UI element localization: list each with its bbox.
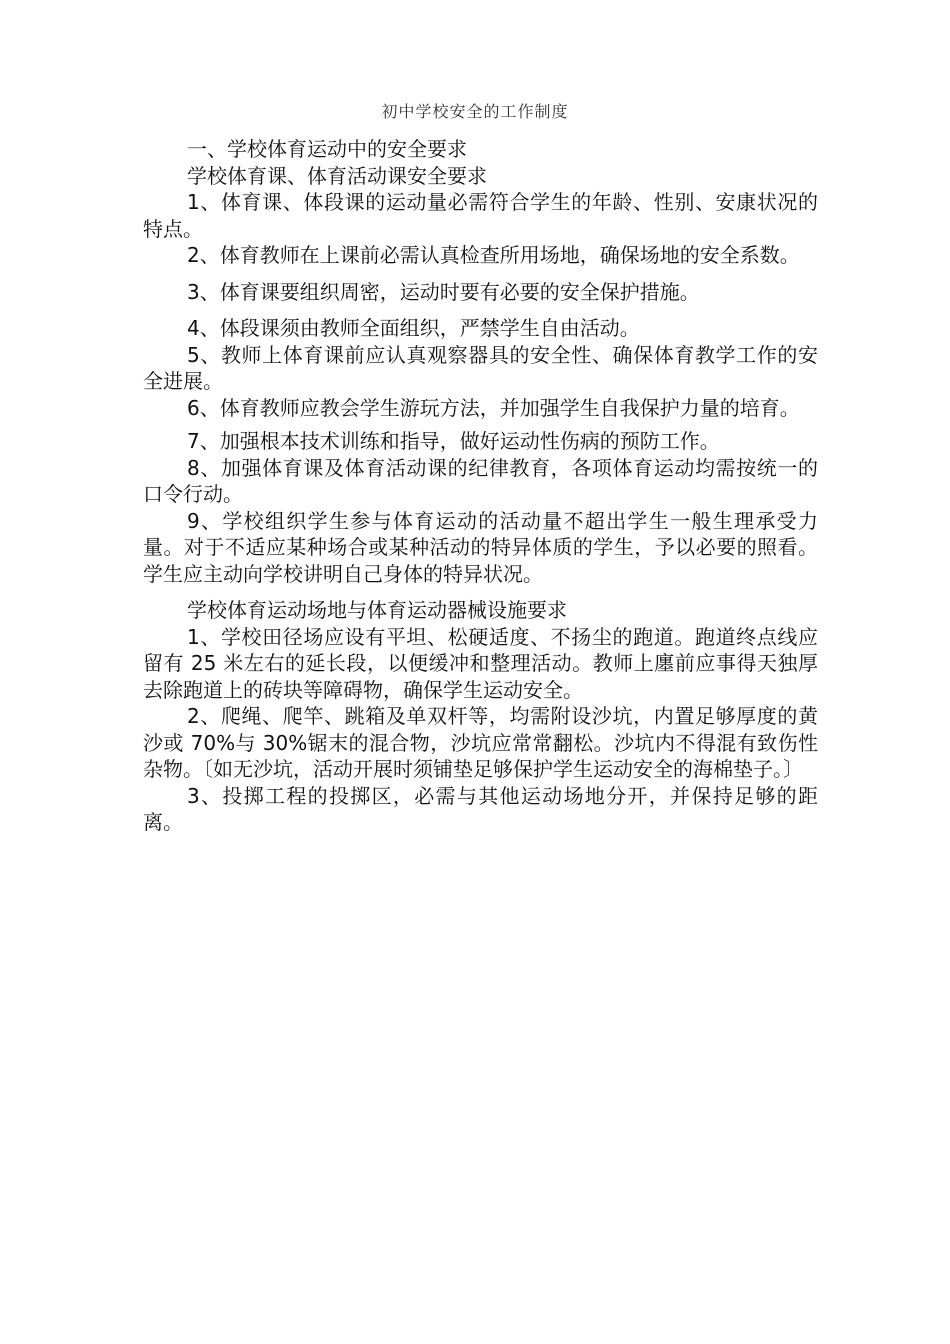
- subsection-heading: 学校体育运动场地与体育运动器械设施要求: [187, 598, 567, 622]
- rule-paragraph: 3、投掷工程的投掷区，必需与其他运动场地分开，并保持足够的距离。: [143, 783, 818, 834]
- document-title: 初中学校安全的工作制度: [381, 102, 569, 121]
- document-body: [143, 136, 818, 836]
- rule-paragraph: 2、爬绳、爬竿、跳箱及单双杆等，均需附设沙坑，内置足够厚度的黄沙或 70%与 30%锯末的混合物，沙坑应常常翻松。沙坑内不得混有致伤性杂物。〔如无沙坑，活动开展时须铺垫足够保护学生运动安全的海棉垫子。〕: [143, 704, 818, 781]
- rule-paragraph: 1、学校田径场应设有平坦、松硬适度、不扬尘的跑道。跑道终点线应留有 25 米左右的延长段，以便缓冲和整理活动。教师上廛前应事得天独厚去除跑道上的砖块等障碍物，确保学生运动安全。: [143, 624, 818, 702]
- rule-paragraph: 6、体育教师应教会学生游玩方法，并加强学生自我保护力量的培育。: [187, 395, 800, 420]
- section-heading: 一、学校体育运动中的安全要求: [187, 137, 467, 161]
- rule-paragraph: 7、加强根本技术训练和指导，做好运动性伤病的预防工作。: [187, 429, 720, 453]
- rule-paragraph: 5、教师上体育课前应认真观察器具的安全性、确保体育教学工作的安全进展。: [143, 342, 818, 393]
- rule-paragraph: 4、体段课须由教师全面组织，严禁学生自由活动。: [187, 316, 640, 340]
- subsection-heading: 学校体育课、体育活动课安全要求: [187, 163, 487, 188]
- rule-paragraph: 2、体育教师在上课前必需认真检查所用场地，确保场地的安全系数。: [187, 243, 800, 267]
- rule-paragraph: 3、体育课要组织周密，运动时要有必要的安全保护措施。: [187, 279, 700, 304]
- rule-paragraph: 9、学校组织学生参与体育运动的活动量不超出学生一般生理承受力量。对于不适应某种场合或某种活动的特异体质的学生，予以必要的照看。学生应主动向学校讲明自己身体的特异状况。: [143, 508, 818, 586]
- rule-paragraph: 1、体育课、体段课的运动量必需符合学生的年龄、性别、安康状况的特点。: [143, 190, 818, 241]
- rule-paragraph: 8、加强体育课及体育活动课的纪律教育，各项体育运动均需按统一的口令行动。: [143, 455, 818, 506]
